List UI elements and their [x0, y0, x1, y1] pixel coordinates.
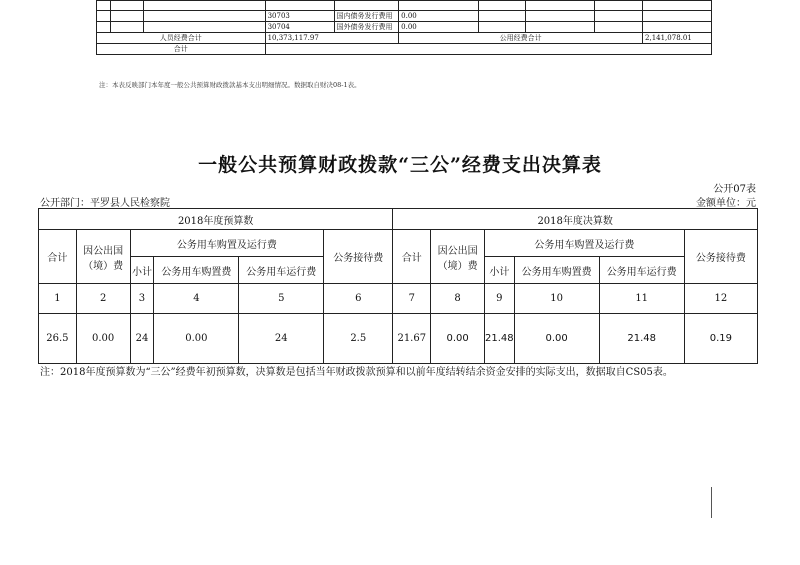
col-purchase: 公务用车购置费 — [514, 257, 599, 284]
table-cell — [399, 1, 479, 11]
col-reception: 公务接待费 — [684, 230, 757, 284]
page-title: 一般公共预算财政拨款“三公”经费支出决算表 — [198, 154, 602, 176]
table-cell — [643, 22, 712, 33]
table-cell — [143, 22, 265, 33]
table-cell — [97, 1, 111, 11]
grand-total-value — [265, 44, 711, 55]
budget-total-value: 26.5 — [39, 314, 77, 364]
column-number: 7 — [393, 284, 431, 314]
final-operation-value: 21.48 — [599, 314, 684, 364]
column-number: 11 — [599, 284, 684, 314]
col-operation: 公务用车运行费 — [239, 257, 324, 284]
public-total-value: 2,141,078.01 — [643, 33, 712, 44]
form-number: 公开07表 — [713, 184, 756, 195]
table-cell — [97, 11, 111, 22]
budget-abroad-value: 0.00 — [76, 314, 130, 364]
three-public-expense-table — [38, 208, 758, 364]
public-total-label: 公用经费合计 — [399, 33, 643, 44]
top-note: 注：本表反映部门本年度一般公共预算财政拨款基本支出明细情况。数据取自财决08-1表。 — [99, 81, 361, 89]
table-cell: 0.00 — [399, 11, 479, 22]
column-number: 3 — [130, 284, 154, 314]
personnel-total-value: 10,373,117.97 — [265, 33, 399, 44]
table-row — [39, 284, 758, 314]
col-subtotal: 小计 — [485, 257, 515, 284]
table-cell: 国外债务发行费用 — [334, 22, 399, 33]
table-cell — [643, 1, 712, 11]
top-continuation-table — [96, 0, 712, 55]
table-cell: 30704 — [265, 22, 334, 33]
budget-reception-value: 2.5 — [324, 314, 393, 364]
budget-subtotal-value: 24 — [130, 314, 154, 364]
col-total: 合计 — [393, 230, 431, 284]
table-row — [39, 314, 758, 364]
column-number: 6 — [324, 284, 393, 314]
final-abroad-value: 0.00 — [431, 314, 485, 364]
budget-operation-value: 24 — [239, 314, 324, 364]
table-cell — [595, 22, 643, 33]
column-number: 1 — [39, 284, 77, 314]
column-number: 5 — [239, 284, 324, 314]
col-purchase: 公务用车购置费 — [154, 257, 239, 284]
final-total-value: 21.67 — [393, 314, 431, 364]
table-cell — [595, 11, 643, 22]
table-cell — [143, 11, 265, 22]
table-row — [39, 209, 758, 230]
table-cell — [110, 1, 143, 11]
bottom-note: 注：2018年度预算数为“三公”经费年初预算数，决算数是包括当年财政拨款预算和以前年度结转结余资金安排的实际支出，数据取自CS05表。 — [40, 367, 673, 378]
column-number: 4 — [154, 284, 239, 314]
table-cell — [526, 11, 595, 22]
final-purchase-value: 0.00 — [514, 314, 599, 364]
margin-mark — [711, 487, 712, 518]
department-label: 公开部门：平罗县人民检察院 — [40, 198, 170, 209]
table-cell — [110, 22, 143, 33]
table-cell — [478, 1, 526, 11]
final-subtotal-value: 21.48 — [485, 314, 515, 364]
col-subtotal: 小计 — [130, 257, 154, 284]
table-cell — [110, 11, 143, 22]
budget-purchase-value: 0.00 — [154, 314, 239, 364]
col-abroad: 因公出国（境）费 — [76, 230, 130, 284]
final-header: 2018年度决算数 — [393, 209, 758, 230]
unit-label: 金额单位：元 — [696, 198, 756, 209]
column-number: 2 — [76, 284, 130, 314]
col-operation: 公务用车运行费 — [599, 257, 684, 284]
table-cell — [97, 22, 111, 33]
table-row — [97, 33, 712, 44]
table-cell: 国内债务发行费用 — [334, 11, 399, 22]
table-cell — [643, 11, 712, 22]
table-row — [97, 44, 712, 55]
col-reception: 公务接待费 — [324, 230, 393, 284]
table-row — [97, 11, 712, 22]
column-number: 8 — [431, 284, 485, 314]
col-total: 合计 — [39, 230, 77, 284]
table-cell — [526, 1, 595, 11]
table-cell — [265, 1, 334, 11]
table-cell — [595, 1, 643, 11]
table-cell: 30703 — [265, 11, 334, 22]
col-vehicle: 公务用车购置及运行费 — [485, 230, 685, 257]
budget-header: 2018年度预算数 — [39, 209, 393, 230]
table-cell — [143, 1, 265, 11]
col-abroad: 因公出国（境）费 — [431, 230, 485, 284]
table-row — [97, 1, 712, 11]
final-reception-value: 0.19 — [684, 314, 757, 364]
column-number: 10 — [514, 284, 599, 314]
grand-total-label: 合计 — [97, 44, 266, 55]
table-cell — [478, 11, 526, 22]
table-cell — [334, 1, 399, 11]
col-vehicle: 公务用车购置及运行费 — [130, 230, 324, 257]
column-number: 12 — [684, 284, 757, 314]
table-cell — [478, 22, 526, 33]
table-cell — [526, 22, 595, 33]
table-row — [97, 22, 712, 33]
personnel-total-label: 人员经费合计 — [97, 33, 266, 44]
table-cell: 0.00 — [399, 22, 479, 33]
table-row — [39, 230, 758, 257]
column-number: 9 — [485, 284, 515, 314]
